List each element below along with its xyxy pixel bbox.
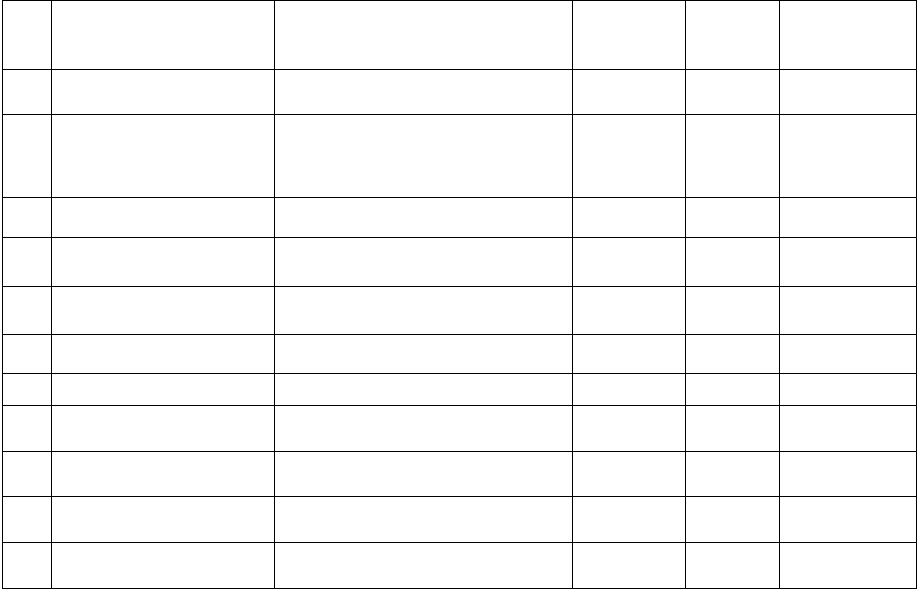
table-row	[3, 70, 917, 115]
row-number	[3, 335, 52, 374]
row-number	[3, 1, 52, 70]
project-content	[275, 374, 573, 406]
row-number	[3, 115, 52, 198]
project-name	[52, 1, 275, 70]
start-year	[686, 497, 780, 543]
start-year	[686, 543, 780, 589]
responsible-unit	[573, 335, 686, 374]
row-number	[3, 543, 52, 589]
responsible-unit	[573, 198, 686, 238]
project-content	[275, 1, 573, 70]
project-name	[52, 70, 275, 115]
table-row	[3, 287, 917, 335]
table-row	[3, 452, 917, 497]
project-content	[275, 70, 573, 115]
end-date	[780, 238, 917, 287]
start-year	[686, 1, 780, 70]
start-year	[686, 452, 780, 497]
project-content	[275, 287, 573, 335]
start-year	[686, 374, 780, 406]
end-date	[780, 70, 917, 115]
end-date	[780, 287, 917, 335]
responsible-unit	[573, 374, 686, 406]
end-date	[780, 115, 917, 198]
project-name	[52, 198, 275, 238]
table-row	[3, 238, 917, 287]
table-row	[3, 335, 917, 374]
start-year	[686, 406, 780, 452]
project-name	[52, 543, 275, 589]
watermark-logo	[787, 547, 913, 593]
table-row	[3, 198, 917, 238]
row-number	[3, 238, 52, 287]
table-row	[3, 1, 917, 70]
row-number	[3, 497, 52, 543]
project-name	[52, 497, 275, 543]
end-date	[780, 406, 917, 452]
project-content	[275, 198, 573, 238]
row-number	[3, 406, 52, 452]
start-year	[686, 335, 780, 374]
project-content	[275, 452, 573, 497]
responsible-unit	[573, 287, 686, 335]
project-content	[275, 115, 573, 198]
table-row	[3, 374, 917, 406]
end-date	[780, 452, 917, 497]
responsible-unit	[573, 543, 686, 589]
project-content	[275, 238, 573, 287]
project-name	[52, 406, 275, 452]
row-number	[3, 70, 52, 115]
end-date	[780, 374, 917, 406]
start-year	[686, 287, 780, 335]
project-content	[275, 543, 573, 589]
project-table	[2, 0, 917, 589]
end-date	[780, 1, 917, 70]
project-content	[275, 406, 573, 452]
project-name	[52, 452, 275, 497]
start-year	[686, 70, 780, 115]
row-number	[3, 198, 52, 238]
project-name	[52, 374, 275, 406]
table-row	[3, 406, 917, 452]
end-date	[780, 198, 917, 238]
row-number	[3, 287, 52, 335]
project-content	[275, 497, 573, 543]
responsible-unit	[573, 497, 686, 543]
row-number	[3, 374, 52, 406]
responsible-unit	[573, 1, 686, 70]
table-row	[3, 543, 917, 589]
project-name	[52, 115, 275, 198]
start-year	[686, 115, 780, 198]
project-name	[52, 335, 275, 374]
table-row	[3, 497, 917, 543]
responsible-unit	[573, 70, 686, 115]
start-year	[686, 238, 780, 287]
responsible-unit	[573, 406, 686, 452]
row-number	[3, 452, 52, 497]
responsible-unit	[573, 115, 686, 198]
end-date	[780, 497, 917, 543]
table-row	[3, 115, 917, 198]
responsible-unit	[573, 238, 686, 287]
responsible-unit	[573, 452, 686, 497]
start-year	[686, 198, 780, 238]
project-name	[52, 238, 275, 287]
end-date	[780, 335, 917, 374]
project-content	[275, 335, 573, 374]
project-name	[52, 287, 275, 335]
